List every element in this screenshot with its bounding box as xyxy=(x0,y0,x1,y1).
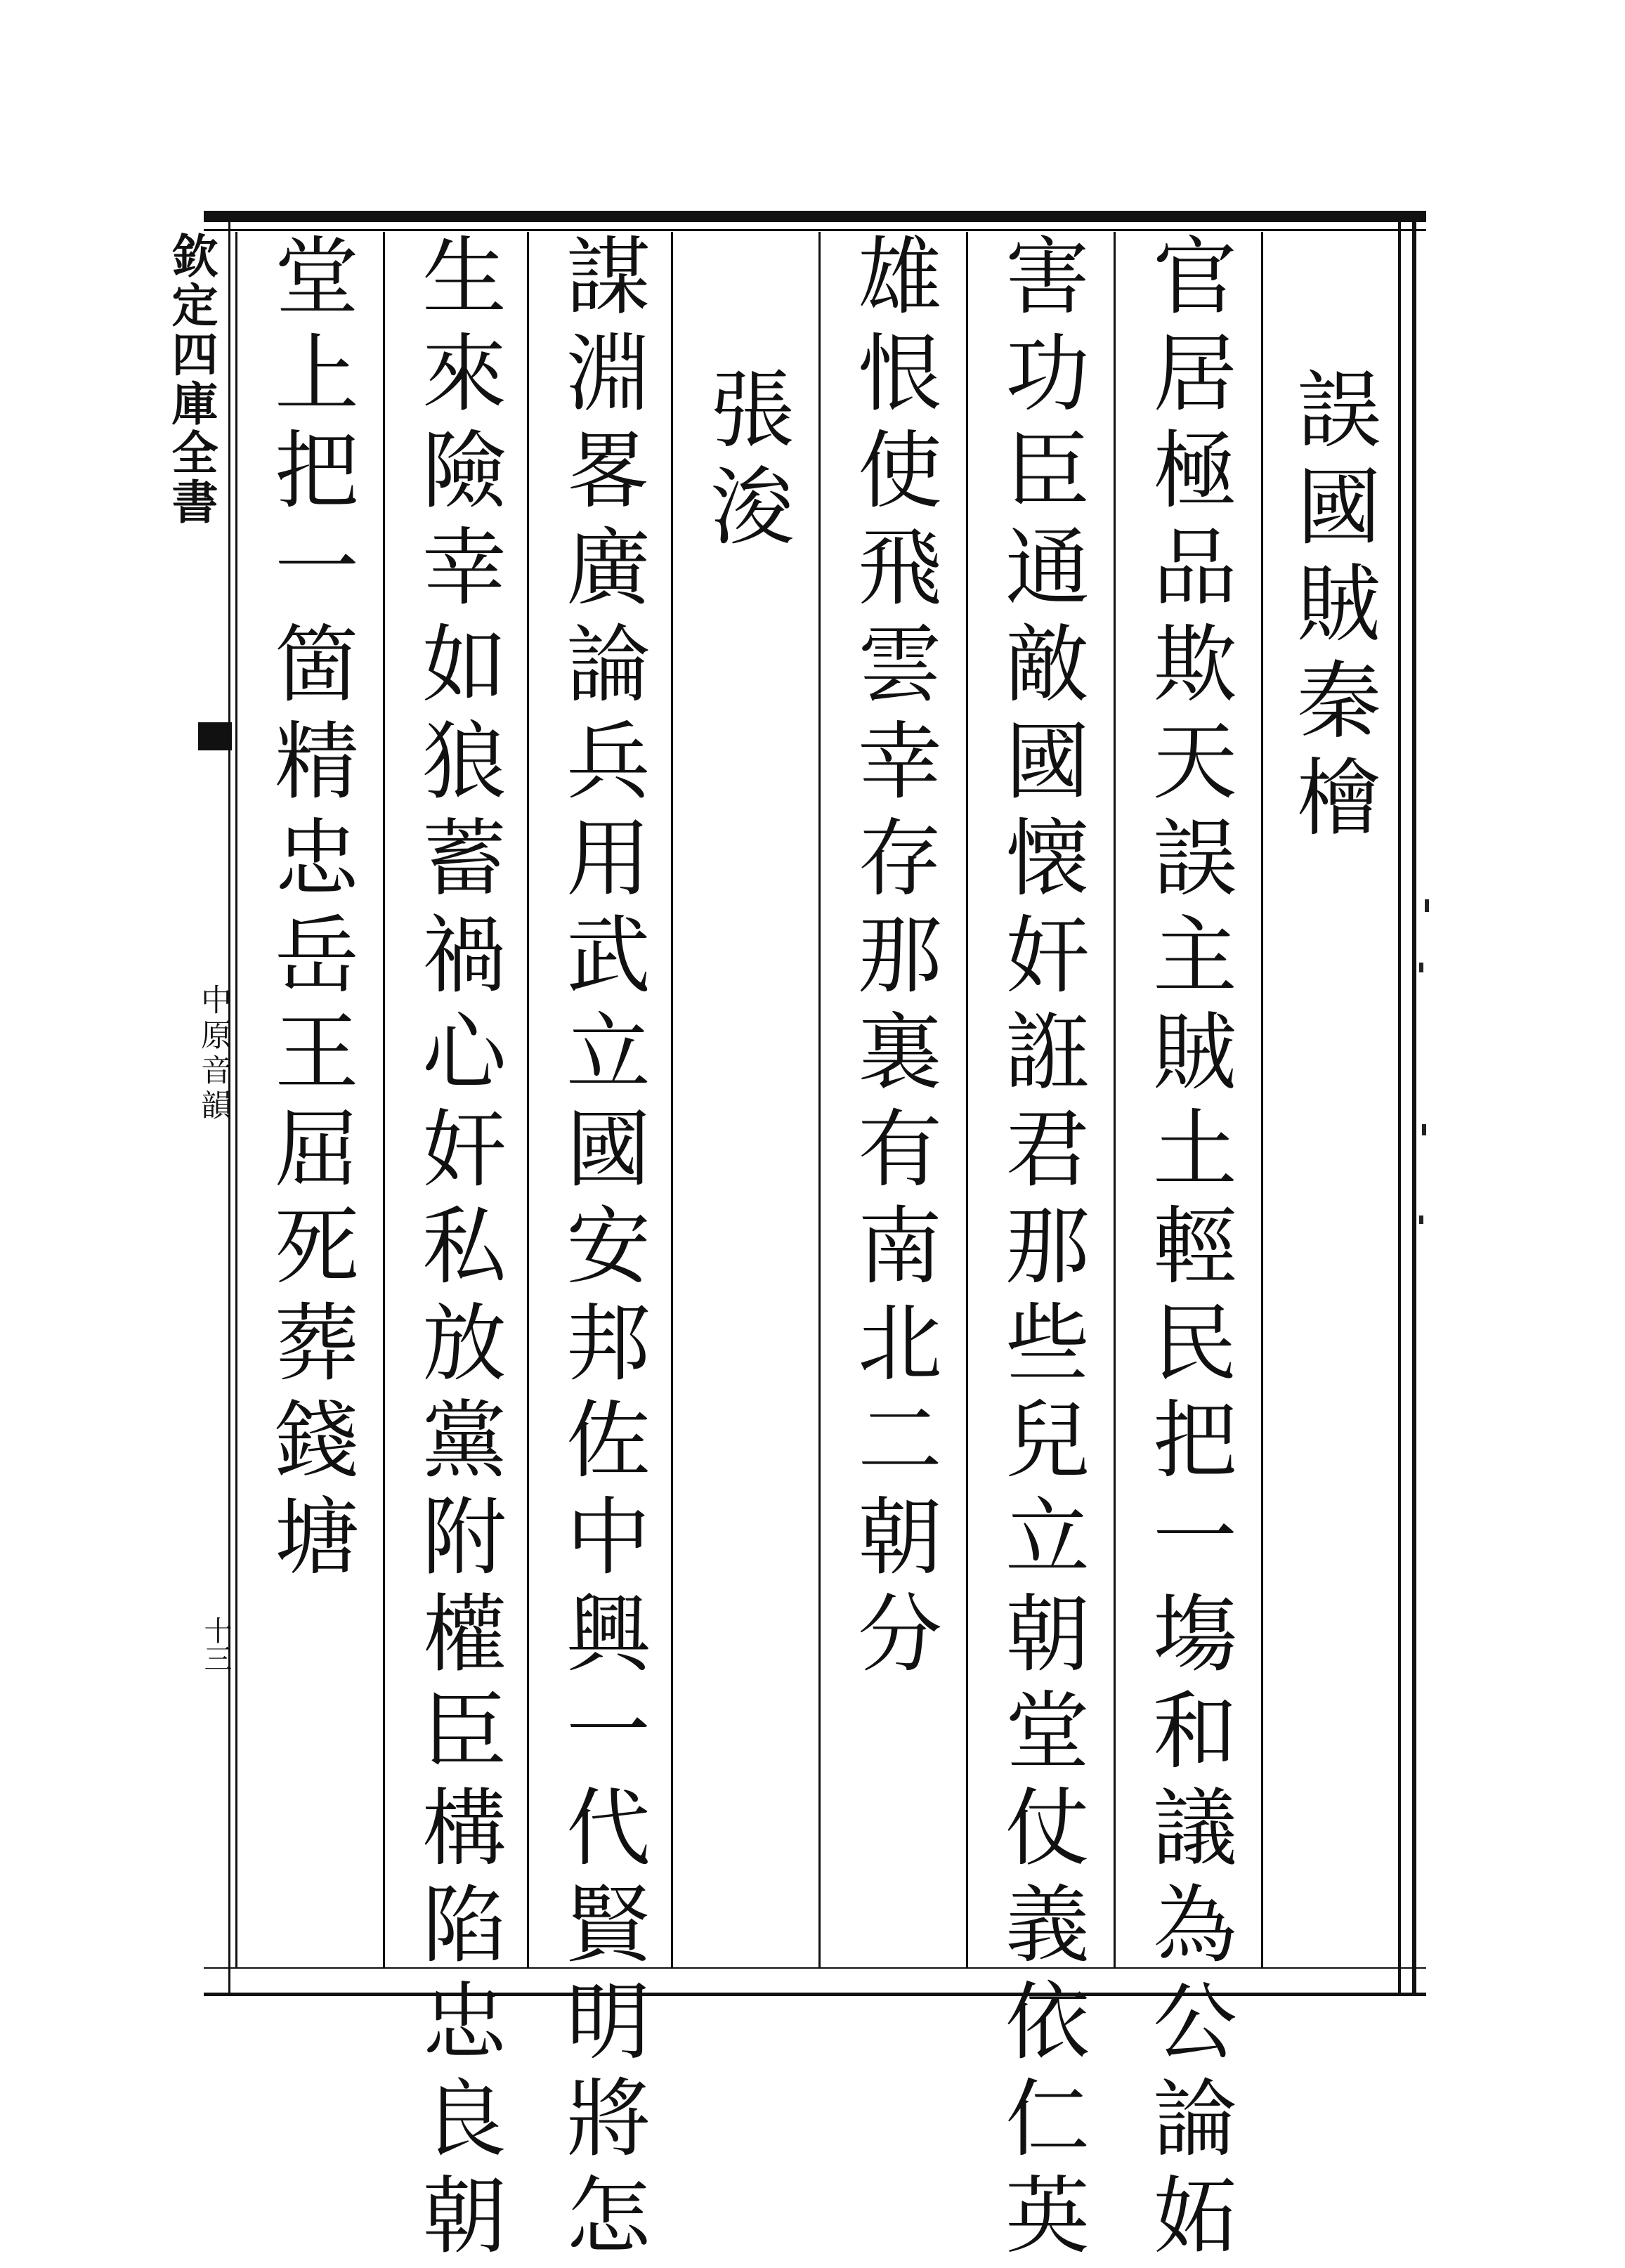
frame-top-inner-border xyxy=(204,229,1426,231)
column-rule xyxy=(383,232,385,1967)
column-rule xyxy=(1114,232,1116,1967)
scan-speck xyxy=(1419,963,1423,972)
verse-line-1: 官居極品欺天誤主賊土輕民把一塲和議為公論妬 xyxy=(1139,232,1236,2268)
margin-book-title: 中原音韻 xyxy=(195,984,231,1124)
verse-line-3: 雄恨使飛雲幸存那裏有南北二朝分 xyxy=(844,232,941,1686)
frame-top-border xyxy=(204,211,1426,222)
column-rule xyxy=(1261,232,1263,1967)
scan-speck xyxy=(1422,1124,1426,1135)
frame-bottom-border xyxy=(204,1993,1426,1996)
heading-qin-hui: 誤國賊秦檜 xyxy=(1283,365,1381,850)
column-rule xyxy=(671,232,673,1967)
frame-bottom-inner-border xyxy=(204,1967,1426,1969)
margin-title: 欽定四庫全書 xyxy=(164,232,218,527)
column-rule xyxy=(818,232,821,1967)
frame-right-border xyxy=(1412,211,1416,1995)
verse-line-6: 堂上把一箇精忠岳王屈死葬錢塘 xyxy=(261,232,358,1589)
scan-speck xyxy=(1419,1216,1423,1224)
column-rule xyxy=(235,232,237,1967)
verse-line-4: 謀淵畧廣論兵用武立國安邦佐中興一代賢明將怎 xyxy=(552,232,650,2268)
verse-line-2: 害功臣通敵國懐奸誑君那些兒立朝堂仗義依仁英 xyxy=(991,232,1089,2268)
frame-right-inner-border xyxy=(1398,211,1401,1995)
verse-line-5: 生來險幸如狼蓄禍心奸私放黨附權臣構陷忠良朝 xyxy=(408,232,506,2268)
fish-tail-mark xyxy=(198,722,232,750)
column-rule xyxy=(966,232,968,1967)
heading-zhang-jun: 張浚 xyxy=(696,365,794,559)
column-rule xyxy=(527,232,529,1967)
margin-page-number: 十三 xyxy=(200,1616,232,1672)
scan-speck xyxy=(1425,899,1429,912)
